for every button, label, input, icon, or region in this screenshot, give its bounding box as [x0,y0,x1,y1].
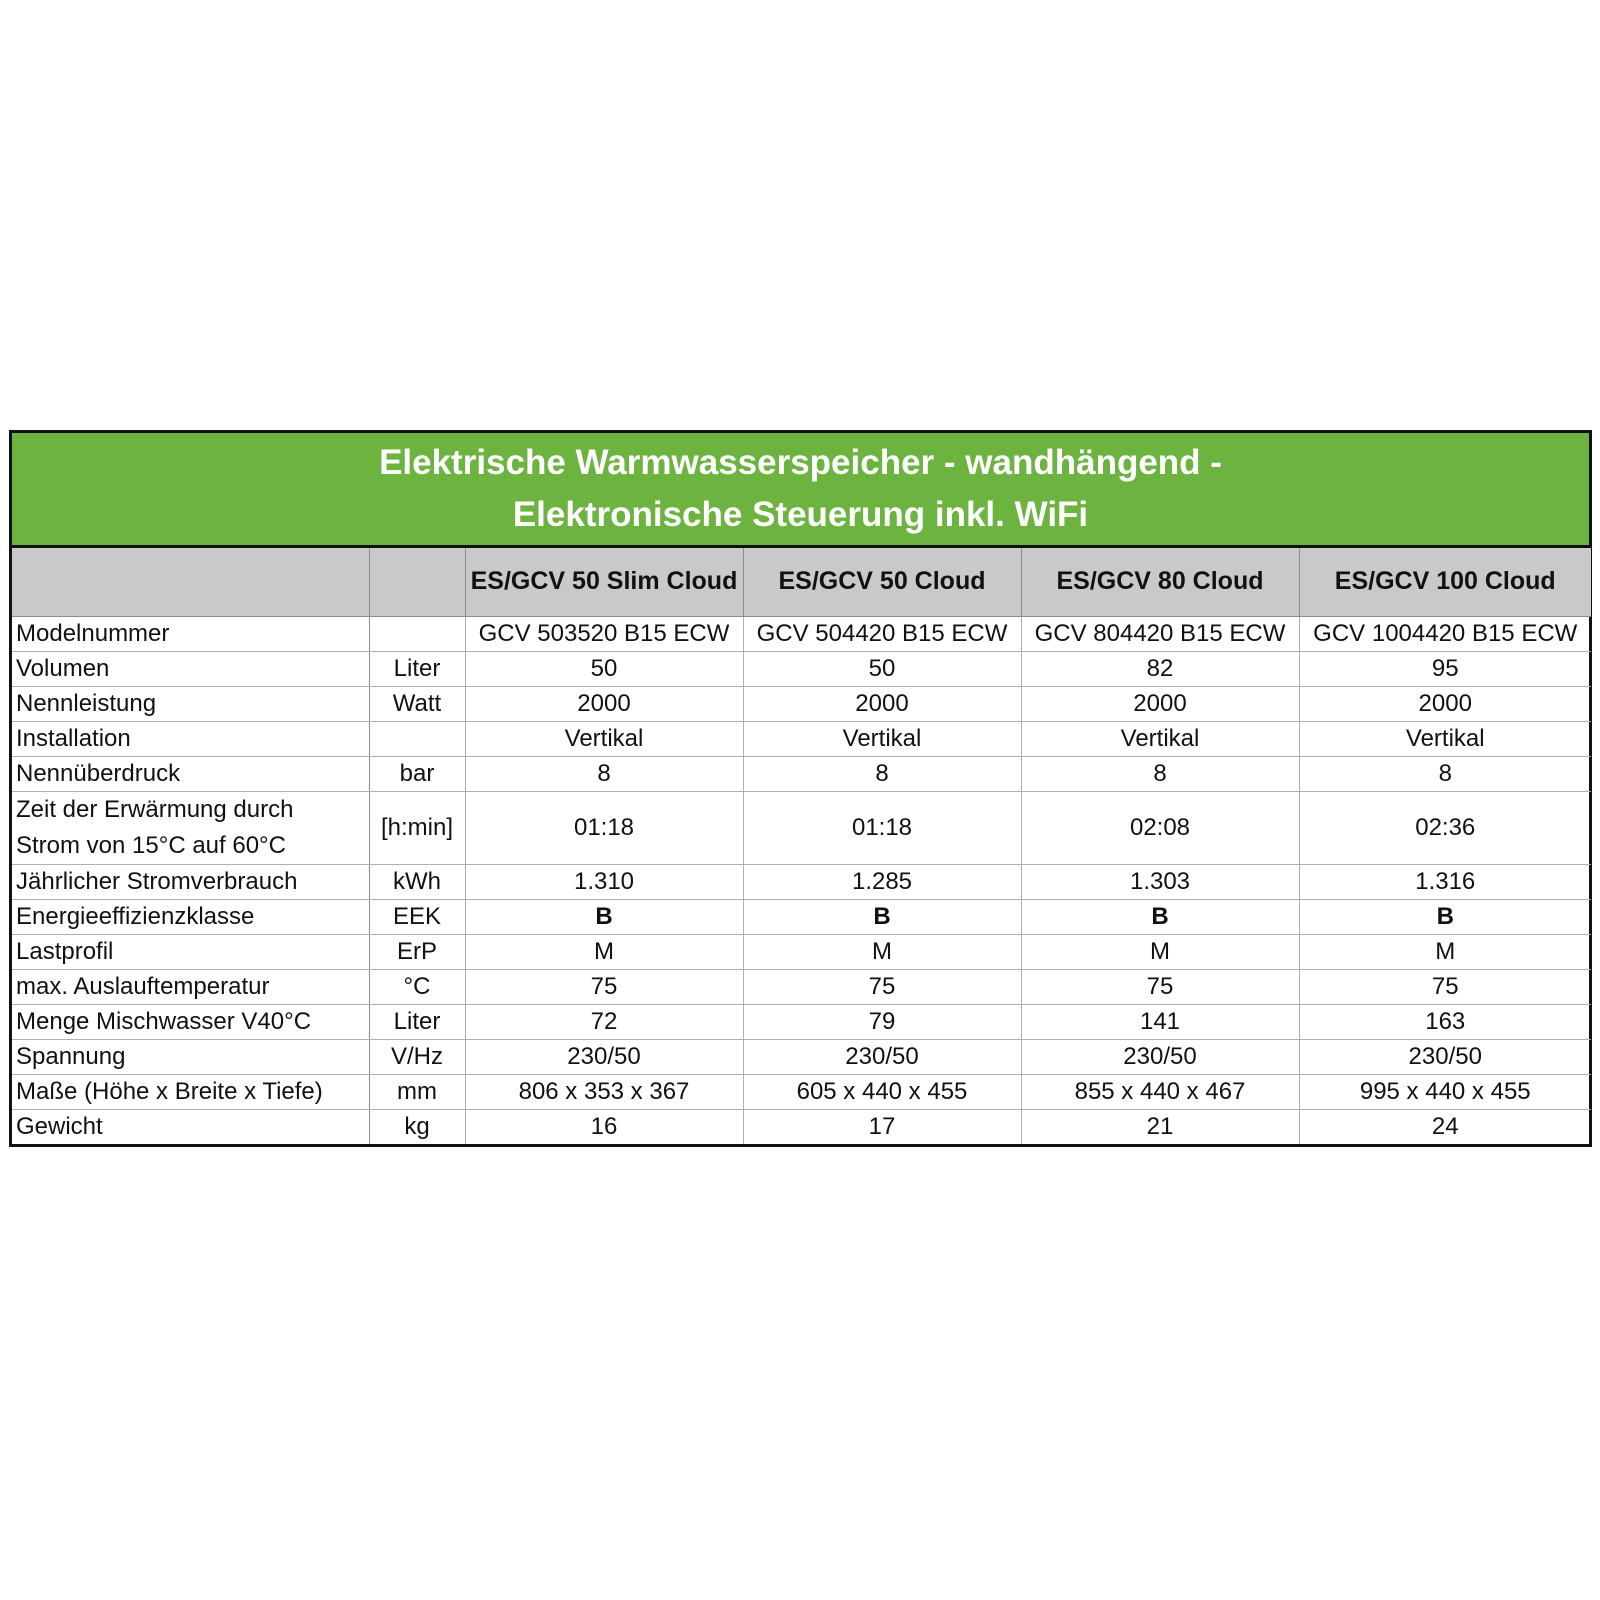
row-unit: bar [369,756,465,791]
table-cell: 8 [743,756,1021,791]
table-row [12,864,1591,899]
model-header: ES/GCV 50 Slim Cloud [465,548,743,616]
table-cell: 605 x 440 x 455 [743,1074,1021,1109]
table-row [12,721,1591,756]
model-header-row [12,548,1591,616]
table-cell: 02:08 [1021,791,1299,864]
row-unit: [h:min] [369,791,465,864]
table-row [12,616,1591,651]
table-cell: 2000 [1299,686,1591,721]
title-bar [12,433,1589,548]
model-header: ES/GCV 50 Cloud [743,548,1021,616]
row-label: Menge Mischwasser V40°C [12,1004,369,1039]
table-cell: GCV 503520 B15 ECW [465,616,743,651]
energy-class-cell: B [743,899,1021,934]
title-line-2: Elektronische Steuerung inkl. WiFi [512,495,1089,534]
table-cell: 8 [465,756,743,791]
row-label: Energieeffizienzklasse [12,899,369,934]
table-row [12,1039,1591,1074]
row-label: Nennleistung [12,686,369,721]
table-cell: 230/50 [1299,1039,1591,1074]
row-unit: mm [369,1074,465,1109]
energy-class-cell: B [1299,899,1591,934]
table-cell: 82 [1021,651,1299,686]
table-cell: 1.316 [1299,864,1591,899]
row-unit: EEK [369,899,465,934]
spec-table [12,548,1591,1144]
table-row [12,969,1591,1004]
table-cell: Vertikal [1299,721,1591,756]
row-label: Gewicht [16,1112,103,1140]
table-cell: M [1021,934,1299,969]
table-row [12,899,1591,934]
row-unit [369,616,465,651]
row-unit [369,721,465,756]
table-cell: 02:36 [1299,791,1591,864]
table-cell: 1.310 [465,864,743,899]
table-cell: 230/50 [1021,1039,1299,1074]
title-line-1: Elektrische Warmwasserspeicher - wandhängend - [379,443,1222,482]
table-cell: Vertikal [1021,721,1299,756]
energy-class-cell: B [1021,899,1299,934]
table-cell: 75 [1299,969,1591,1004]
row-label: Maße (Höhe x Breite x Tiefe) [12,1074,369,1109]
table-cell: 806 x 353 x 367 [465,1074,743,1109]
row-label: Jährlicher Stromverbrauch [12,864,369,899]
table-cell: M [465,934,743,969]
table-cell: M [1299,934,1591,969]
table-cell: 79 [743,1004,1021,1039]
table-cell: 855 x 440 x 467 [1021,1074,1299,1109]
row-label: Modelnummer [12,616,369,651]
model-header: ES/GCV 100 Cloud [1299,548,1591,616]
table-cell: 2000 [465,686,743,721]
table-cell: 8 [1299,756,1591,791]
table-row [12,1109,1591,1144]
row-label: Volumen [12,651,369,686]
model-header: ES/GCV 80 Cloud [1021,548,1299,616]
table-cell: 01:18 [743,791,1021,864]
row-label: Lastprofil [12,934,369,969]
table-cell: 1.285 [743,864,1021,899]
row-label: Spannung [12,1039,369,1074]
table-row [12,791,1591,864]
row-unit: °C [369,969,465,1004]
table-row [12,934,1591,969]
row-label: Installation [12,721,369,756]
row-unit: kWh [369,864,465,899]
table-cell: 75 [1021,969,1299,1004]
table-cell: 75 [743,969,1021,1004]
table-cell: 21 [1021,1109,1299,1144]
table-cell: 16 [465,1109,743,1144]
table-row [12,756,1591,791]
row-label: Nennüberdruck [12,756,369,791]
table-cell: 01:18 [465,791,743,864]
row-unit: kg [369,1109,465,1144]
table-cell: 50 [743,651,1021,686]
table-cell: 163 [1299,1004,1591,1039]
table-cell: 1.303 [1021,864,1299,899]
table-cell: 230/50 [743,1039,1021,1074]
table-cell: GCV 1004420 B15 ECW [1299,616,1591,651]
header-label-cell [12,548,369,616]
table-cell: 50 [465,651,743,686]
header-unit-cell [369,548,465,616]
table-cell: M [743,934,1021,969]
table-cell: GCV 804420 B15 ECW [1021,616,1299,651]
table-cell: 17 [743,1109,1021,1144]
table-cell: 72 [465,1004,743,1039]
table-row [12,651,1591,686]
table-cell: 75 [465,969,743,1004]
row-label [12,791,369,864]
table-cell: 2000 [743,686,1021,721]
table-cell: 2000 [1021,686,1299,721]
table-cell: 995 x 440 x 455 [1299,1074,1591,1109]
table-cell: 230/50 [465,1039,743,1074]
row-unit: Watt [369,686,465,721]
table-cell: 95 [1299,651,1591,686]
table-row [12,1004,1591,1039]
row-label-line: Zeit der Erwärmung durch [16,795,294,823]
spec-sheet [9,430,1592,1147]
table-row [12,1074,1591,1109]
table-cell: Vertikal [465,721,743,756]
row-label: max. Auslauftemperatur [12,969,369,1004]
row-unit: Liter [369,651,465,686]
row-unit: V/Hz [369,1039,465,1074]
row-unit: Liter [369,1004,465,1039]
row-label-line: Strom von 15°C auf 60°C [16,831,286,859]
table-row [12,686,1591,721]
energy-class-cell: B [465,899,743,934]
table-cell: 141 [1021,1004,1299,1039]
table-cell: GCV 504420 B15 ECW [743,616,1021,651]
table-cell: 24 [1299,1109,1591,1144]
table-cell: 8 [1021,756,1299,791]
row-unit: ErP [369,934,465,969]
table-cell: Vertikal [743,721,1021,756]
